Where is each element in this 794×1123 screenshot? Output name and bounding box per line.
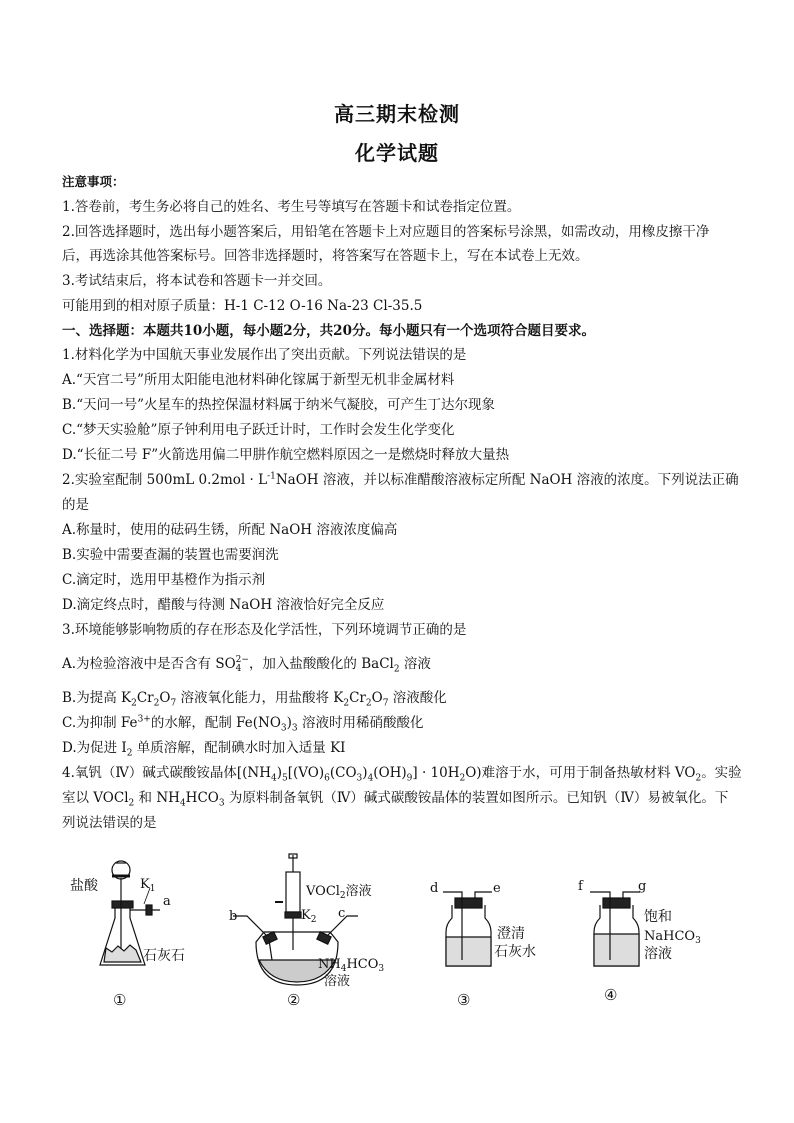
label-clear: 澄清 <box>497 926 525 942</box>
label-solution-4: 溶液 <box>644 946 672 962</box>
q1-option-c: C.“梦天实验舱”原子钟利用电子跃迁计时，工作时会发生化学变化 <box>62 422 455 438</box>
note-1: 1.答卷前，考生务必将自己的姓名、考生号等填写在答题卡和试卷指定位置。 <box>62 199 521 215</box>
q2-option-a: A.称量时，使用的砝码生锈，所配 NaOH 溶液浓度偏高 <box>62 522 398 538</box>
label-a: a <box>163 894 171 909</box>
page-title: 高三期末检测 <box>334 102 460 126</box>
label-4: ④ <box>604 986 618 1004</box>
label-nahco3: NaHCO$_3$ <box>644 929 701 946</box>
q4-stem-line2: 室以 VOCl$_2$ 和 $NH_4HCO_3$ 为原料制备氧钒（Ⅳ）碱式碳酸铵晶体的装置如图所示。已知钒（Ⅳ）易被氧化。下 <box>62 790 729 809</box>
label-e: e <box>493 881 501 896</box>
note-3: 3.考试结束后，将本试卷和答题卡一并交回。 <box>62 273 332 289</box>
label-1: ① <box>113 991 127 1009</box>
label-solution-2: 溶液 <box>324 974 351 989</box>
q4-stem-line3: 列说法错误的是 <box>62 815 157 831</box>
label-3: ③ <box>457 991 471 1009</box>
note-2a: 2.回答选择题时，选出每小题答案后，用铅笔在答题卡上对应题目的答案标号涂黑，如需改动，用橡皮擦干净 <box>62 224 710 240</box>
label-k1: $K_1$ <box>140 877 156 894</box>
label-g: g <box>638 879 647 894</box>
q3-stem: 3.环境能够影响物质的存在形态及化学活性，下列环境调节正确的是 <box>62 622 467 638</box>
note-2b: 后，再选涂其他答案标号。回答非选择题时，将答案写在答题卡上，写在本试卷上无效。 <box>62 248 589 264</box>
q2-option-d: D.滴定终点时，醋酸与待测 NaOH 溶液恰好完全反应 <box>62 597 385 613</box>
q1-option-d: D.“长征二号 F”火箭选用偏二甲肼作航空燃料原因之一是燃烧时释放大量热 <box>62 447 510 463</box>
q1-option-a: A.“天宫二号”所用太阳能电池材料砷化镓属于新型无机非金属材料 <box>62 372 455 388</box>
label-f: f <box>578 879 583 894</box>
notes-heading: 注意事项： <box>62 174 125 189</box>
apparatus-4 <box>590 892 640 966</box>
q3-option-a: A.为检验溶液中是否含有 SO 2− 4 ，加入盐酸酸化的 BaCl$_2$ 溶液 <box>62 654 431 675</box>
q2-option-c: C.滴定时，选用甲基橙作为指示剂 <box>62 572 266 588</box>
q4-stem-line1: 4.氧钒（Ⅳ）碱式碳酸铵晶体$[(NH_4)_5[(VO)_6(CO_3)_4(OH)_9] \cdot 10H_2O)$难溶于水，可用于制备热敏材料 $VO_2$。实验 <box>62 765 742 784</box>
q2-stem-cont: 的是 <box>62 497 89 513</box>
label-vocl2: VOCl$_2$溶液 <box>306 884 372 901</box>
q1-option-b: B.“天问一号”火星车的热控保温材料属于纳米气凝胶，可产生丁达尔现象 <box>62 397 496 413</box>
label-limewater: 石灰水 <box>494 944 536 960</box>
apparatus-3 <box>443 892 492 966</box>
label-k2: $K_2$ <box>301 908 317 925</box>
q3-option-c: C.为抑制 $Fe^{3+}$的水解，配制 $Fe(NO_3)_3$ 溶液时用稀硝酸酸化 <box>62 714 424 734</box>
page-subtitle: 化学试题 <box>355 141 439 165</box>
label-saturated: 饱和 <box>644 909 672 925</box>
label-d: d <box>430 881 439 896</box>
label-nh4hco3: $NH_4HCO_3$ <box>318 957 385 974</box>
label-hcl: 盐酸 <box>70 878 98 894</box>
q2-stem: 2.实验室配制 500mL $0.2mol \cdot L^{-1}NaOH$ 溶液，并以标准醋酸溶液标定所配 NaOH 溶液的浓度。下列说法正确 <box>62 471 739 488</box>
q3-option-b: B.为提高 $K_2Cr_2O_7$ 溶液氧化能力，用盐酸将 $K_2Cr_2O_7$ 溶液酸化 <box>62 690 447 709</box>
label-b: b <box>229 909 238 924</box>
label-limestone: 石灰石 <box>143 948 185 964</box>
label-2: ② <box>287 991 301 1009</box>
label-c: c <box>338 906 346 921</box>
q2-option-b: B.实验中需要查漏的装置也需要润洗 <box>62 547 279 563</box>
atomic-masses: 可能用到的相对原子质量：H-1 C-12 O-16 Na-23 Cl-35.5 <box>62 298 423 314</box>
q3-option-d: D.为促进 $I_2$ 单质溶解，配制碘水时加入适量 KI <box>62 740 346 759</box>
section-heading: 一、选择题：本题共10小题，每小题2分，共20分。每小题只有一个选项符合题目要求。 <box>62 323 595 339</box>
q1-stem: 1.材料化学为中国航天事业发展作出了突出贡献。下列说法错误的是 <box>62 347 467 363</box>
